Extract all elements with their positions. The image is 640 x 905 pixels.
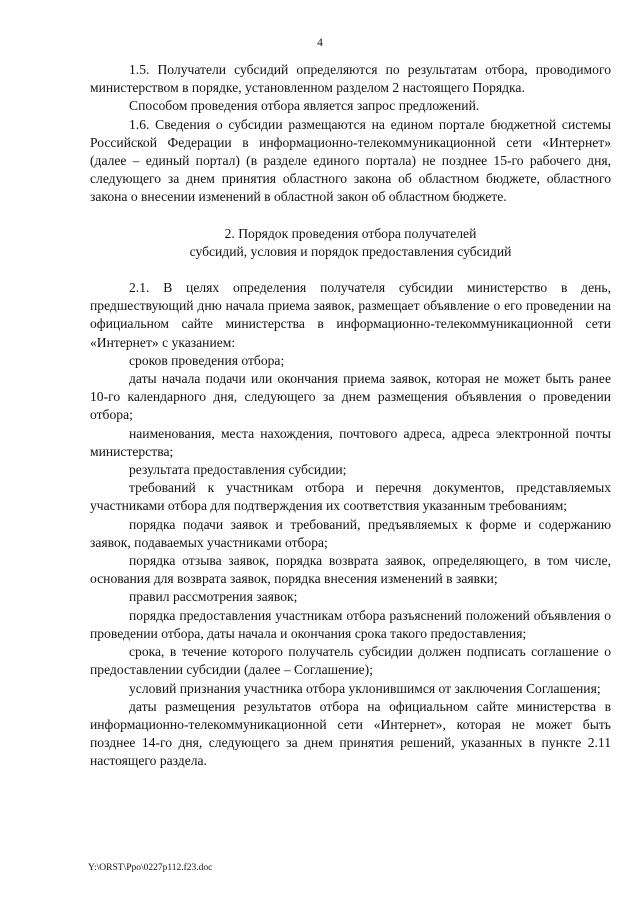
paragraph: Способом проведения отбора является запрос предложений. [129, 98, 480, 114]
document-body [90, 61, 611, 771]
list-item: наименования, места нахождения, почтового адреса, адреса электронной почты министерства; [90, 425, 611, 459]
list-item: даты начала подачи или окончания приема заявок, которая не может быть ранее 10-го календарного дня, следующего за днем размещения объявления о проведении отбора; [90, 371, 611, 423]
footer-file-path: Y:\ORST\Ppo\0227p112.f23.doc [88, 863, 213, 873]
list-item: требований к участникам отбора и перечня документов, представляемых участниками отбора для подтверждения их соответствия указанным требованиям; [90, 480, 611, 514]
list-item: порядка подачи заявок и требований, предъявляемых к форме и содержанию заявок, подаваемых участниками отбора; [90, 516, 611, 550]
list-item: порядка отзыва заявок, порядка возврата заявок, определяющего, в том числе, основания для возврата заявок, порядка внесения изменений в заявки; [90, 553, 611, 587]
paragraph: 1.6. Сведения о субсидии размещаются на едином портале бюджетной системы Российской Федерации в информационно-телекоммуникационной сети «Интернет» (далее – единый портал) (в разделе единого портала) не позднее 15-го рабочего дня, следующего за днем принятия областного закона об областном бюджете, областного закона о внесении изменений в областной закон об областном бюджете. [90, 116, 611, 205]
section-heading-line: 2. Порядок проведения отбора получателей [224, 225, 477, 241]
section-heading [90, 225, 611, 261]
list-item: правил рассмотрения заявок; [129, 589, 298, 605]
list-item: порядка предоставления участникам отбора разъяснений положений объявления о проведении отбора, даты начала и окончания срока такого предоставления; [90, 607, 611, 641]
list-item: даты размещения результатов отбора на официальном сайте министерства в информационно-телекоммуникационной сети «Интернет», которая не может быть позднее 14-го дня, следующего за днем принятия решений, указанных в пункте 2.11 настоящего раздела. [90, 698, 611, 769]
list-item: результата предоставления субсидии; [129, 462, 347, 478]
list-item: сроков проведения отбора; [129, 352, 285, 368]
list-item: условий признания участника отбора уклонившимся от заключения Соглашения; [129, 680, 601, 696]
paragraph: 2.1. В целях определения получателя субсидии министерство в день, предшествующий дню начала приема заявок, размещает объявление о его проведении на официальном сайте министерства в информационно-телекоммуникационной сети «Интернет» с указанием: [90, 280, 611, 350]
section-heading-line: субсидий, условия и порядок предоставления субсидий [189, 243, 512, 259]
list-item: срока, в течение которого получатель субсидии должен подписать соглашение о предоставлении субсидии (далее – Соглашение); [90, 644, 611, 678]
page-number: 4 [317, 37, 323, 49]
paragraph: 1.5. Получатели субсидий определяются по результатам отбора, проводимого министерством в порядке, установленном разделом 2 настоящего Порядка. [90, 62, 611, 96]
